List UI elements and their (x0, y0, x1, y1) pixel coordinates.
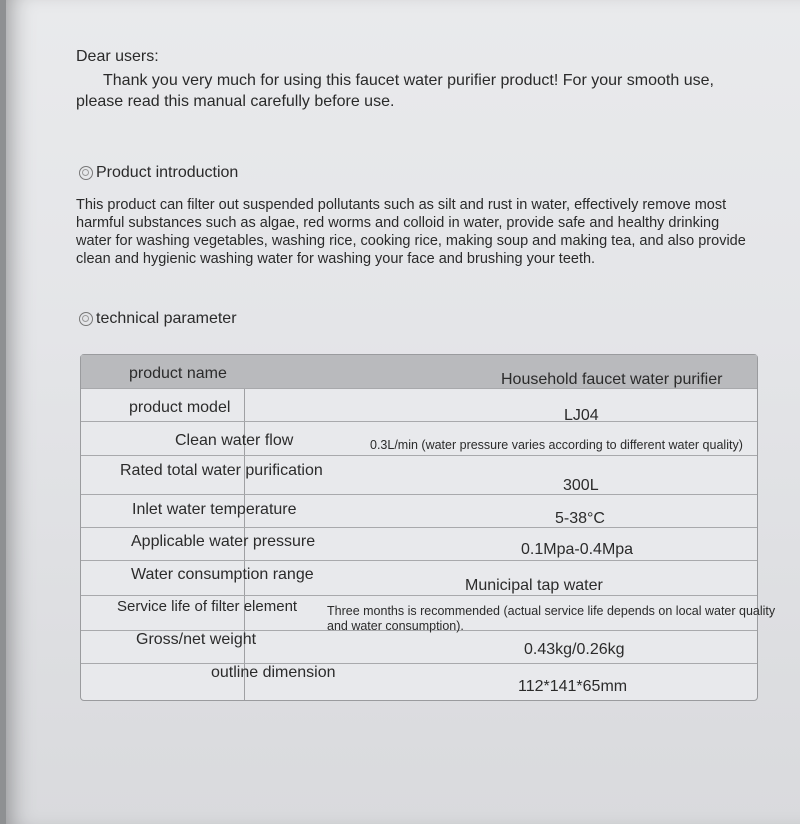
product-introduction-title: Product introduction (96, 164, 239, 181)
paragraph-line: clean and hygienic washing water for washing your face and brushing your teeth. (76, 251, 596, 267)
paragraph-line: This product can filter out suspended pollutants such as silt and rust in water, effectively remove most (76, 197, 727, 213)
row-value: LJ04 (564, 407, 599, 424)
row-value: Municipal tap water (465, 577, 603, 594)
product-introduction-paragraph (76, 196, 776, 268)
row-value: Three months is recommended (actual service life depends on local water quality and water consumption). (327, 604, 776, 633)
table-row (81, 495, 757, 528)
row-label: Applicable water pressure (131, 533, 316, 550)
row-label: product name (129, 365, 227, 382)
greeting: Dear users: (76, 48, 159, 65)
circle-bullet-icon (79, 312, 93, 326)
row-label: Inlet water temperature (132, 501, 297, 518)
row-label: Gross/net weight (136, 631, 257, 648)
manual-page (6, 0, 800, 824)
row-value: 0.43kg/0.26kg (524, 641, 625, 658)
intro-text-line-2: please read this manual carefully before use. (76, 93, 395, 110)
row-label: Water consumption range (131, 566, 314, 583)
row-value: 112*141*65mm (518, 678, 628, 695)
row-value: 5-38°C (555, 510, 605, 527)
row-label: Rated total water purification (120, 462, 323, 479)
table-row (81, 389, 757, 422)
technical-parameter-title: technical parameter (96, 310, 237, 327)
paragraph-line: water for washing vegetables, washing rice, cooking rice, making soup and making tea, and also provide (76, 233, 746, 249)
table-row (81, 528, 757, 561)
table-row (81, 355, 757, 389)
table-row (81, 422, 757, 456)
intro-text-line-1: Thank you very much for using this faucet water purifier product! For your smooth use, (103, 72, 714, 89)
technical-parameter-heading (79, 310, 237, 328)
row-value: 300L (563, 477, 599, 494)
table-row (81, 596, 776, 633)
spec-table (80, 354, 776, 701)
paragraph-line: harmful substances such as algae, red worms and colloid in water, provide safe and healthy drinking (76, 215, 720, 231)
row-label: outline dimension (211, 664, 336, 681)
table-row (81, 664, 757, 700)
row-value: 0.1Mpa-0.4Mpa (521, 541, 634, 558)
table-row (81, 561, 757, 596)
row-label: product model (129, 399, 231, 416)
row-label: Service life of filter element (117, 598, 298, 615)
table-row (81, 631, 757, 664)
table-row (81, 456, 757, 495)
product-introduction-heading (79, 164, 238, 182)
row-value: 0.3L/min (water pressure varies according to different water quality) (370, 438, 743, 452)
row-value: Household faucet water purifier (501, 371, 723, 388)
row-label: Clean water flow (175, 432, 294, 449)
circle-bullet-icon (79, 166, 93, 180)
